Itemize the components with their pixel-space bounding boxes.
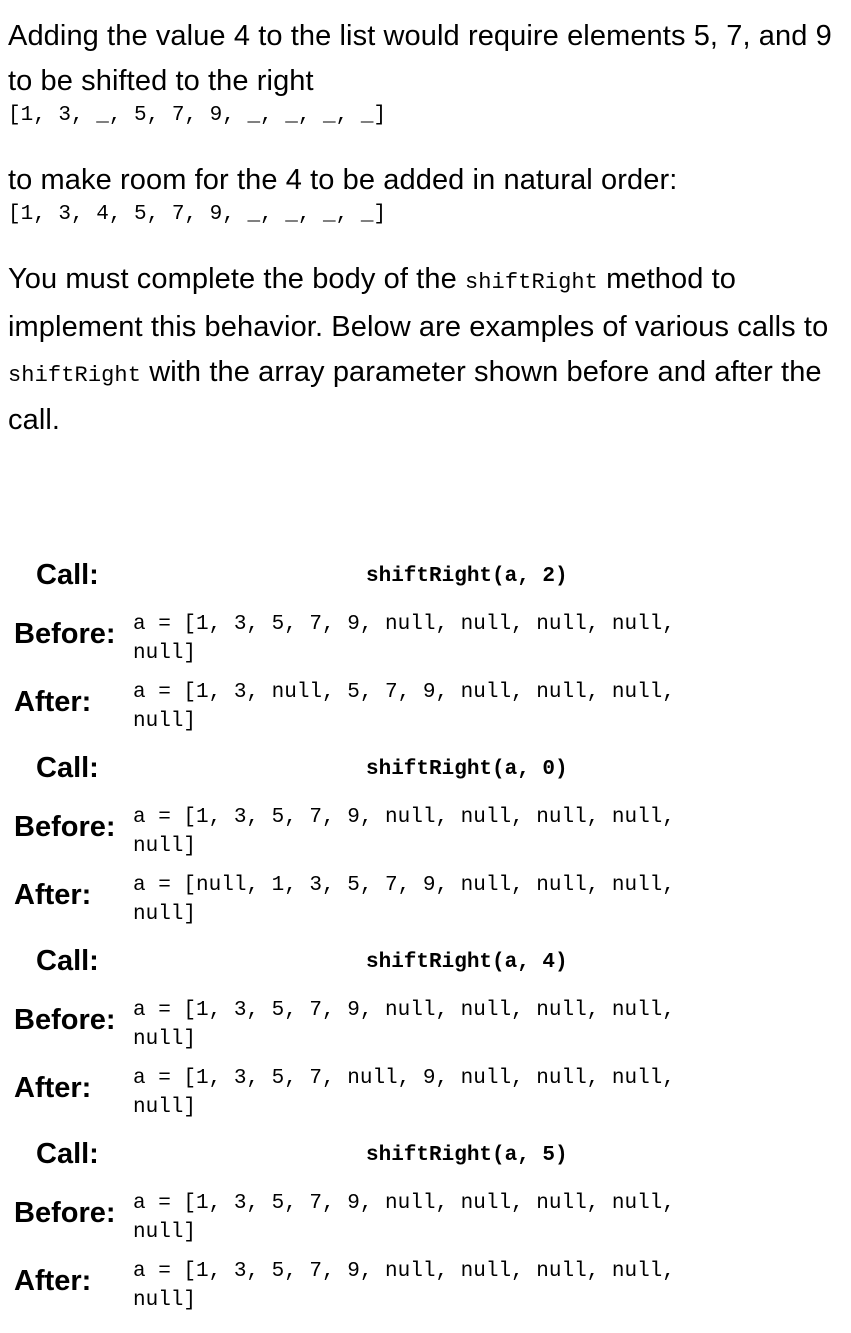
- list-after-code: [1, 3, 4, 5, 7, 9, _, _, _, _]: [8, 203, 387, 226]
- after-array: a = [1, 3, 5, 7, 9, null, null, null, null, null]: [133, 1260, 675, 1312]
- before-label: Before:: [14, 1004, 116, 1036]
- call-code: shiftRight(a, 5): [366, 1144, 568, 1167]
- method-name-inline: shiftRight: [464, 270, 598, 295]
- before-label: Before:: [14, 618, 116, 650]
- after-label: After:: [14, 879, 92, 911]
- after-label: After:: [14, 1265, 92, 1297]
- after-array: a = [null, 1, 3, 5, 7, 9, null, null, null, null]: [133, 874, 675, 926]
- call-label: Call:: [36, 1138, 99, 1170]
- example-block: [0, 941, 851, 1134]
- example-block: [0, 555, 851, 748]
- before-array: a = [1, 3, 5, 7, 9, null, null, null, null, null]: [133, 999, 675, 1051]
- call-code: shiftRight(a, 4): [366, 951, 568, 974]
- method-name-inline: shiftRight: [8, 363, 142, 388]
- after-label: After:: [14, 1072, 92, 1104]
- instructions-text-3: with the array parameter shown before and after the call.: [8, 356, 822, 436]
- after-label: After:: [14, 686, 92, 718]
- example-block: [0, 748, 851, 941]
- example-block: [0, 1134, 851, 1327]
- instructions-paragraph: [8, 257, 843, 443]
- before-label: Before:: [14, 1197, 116, 1229]
- call-label: Call:: [36, 559, 99, 591]
- instructions-text-1: You must complete the body of the: [8, 263, 465, 295]
- examples-table: [0, 555, 851, 1327]
- call-code: shiftRight(a, 2): [366, 565, 568, 588]
- before-array: a = [1, 3, 5, 7, 9, null, null, null, null, null]: [133, 1192, 675, 1244]
- call-label: Call:: [36, 945, 99, 977]
- list-before-code: [1, 3, _, 5, 7, 9, _, _, _, _]: [8, 104, 387, 127]
- intro-paragraph: Adding the value 4 to the list would require elements 5, 7, and 9 to be shifted to the right: [8, 20, 832, 97]
- before-array: a = [1, 3, 5, 7, 9, null, null, null, null, null]: [133, 613, 675, 665]
- after-array: a = [1, 3, null, 5, 7, 9, null, null, null, null]: [133, 681, 675, 733]
- instructions-text-2: method to implement this behavior. Below are examples of various calls to: [8, 263, 829, 343]
- call-code: shiftRight(a, 0): [366, 758, 568, 781]
- middle-paragraph: to make room for the 4 to be added in natural order:: [8, 164, 678, 196]
- before-array: a = [1, 3, 5, 7, 9, null, null, null, null, null]: [133, 806, 675, 858]
- after-array: a = [1, 3, 5, 7, null, 9, null, null, null, null]: [133, 1067, 675, 1119]
- before-label: Before:: [14, 811, 116, 843]
- call-label: Call:: [36, 752, 99, 784]
